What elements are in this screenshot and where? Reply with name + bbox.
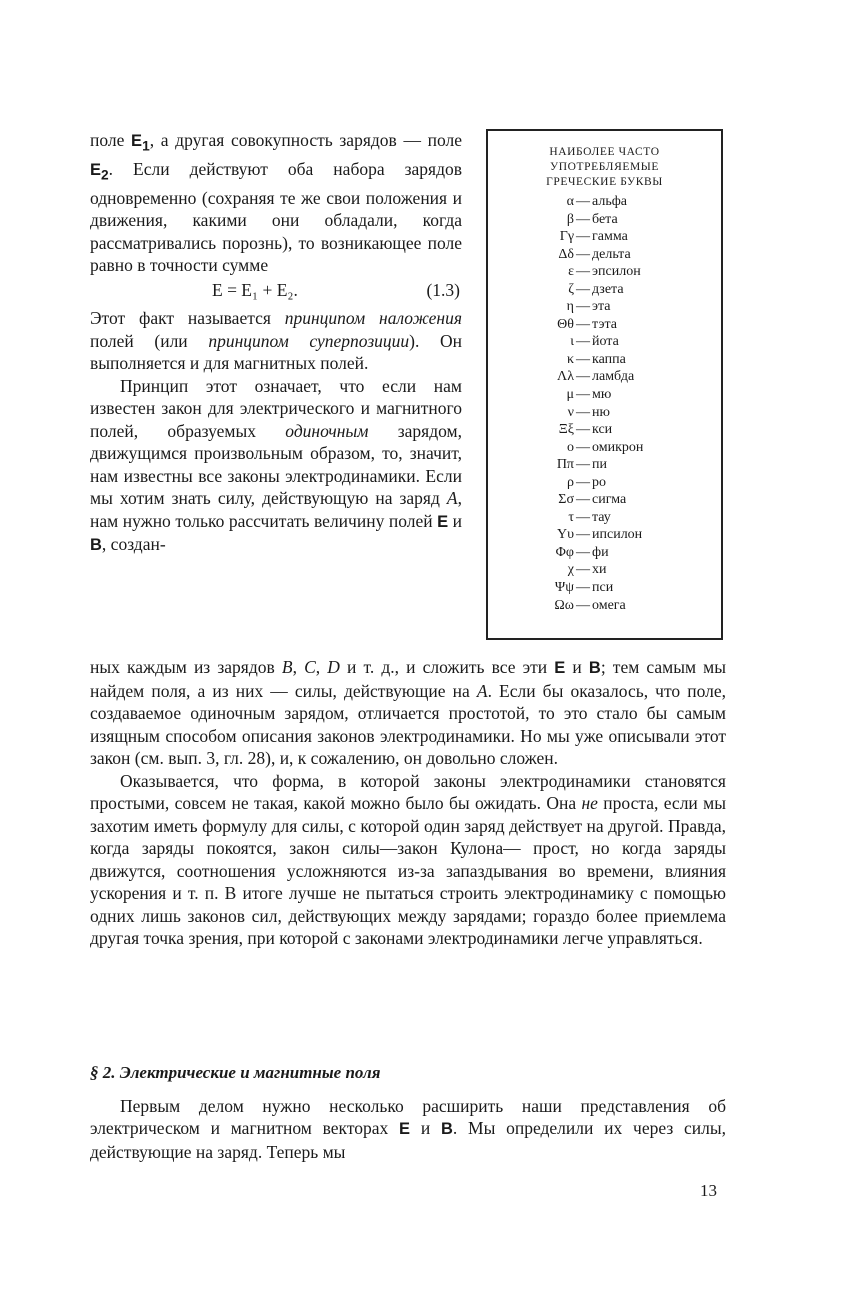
greek-letter-row: [488, 561, 721, 579]
greek-name: тэта: [592, 316, 617, 332]
greek-letter-row: [488, 316, 721, 334]
paragraph-sum-fields: [90, 656, 726, 770]
greek-symbol: Ξξ: [558, 422, 574, 438]
title-line: УПОТРЕБЛЯЕМЫЕ: [549, 161, 660, 173]
dash: —: [576, 492, 590, 508]
greek-symbol: α: [566, 194, 574, 209]
charge-symbol: D: [327, 657, 340, 677]
greek-name: пи: [592, 457, 607, 473]
greek-symbol: κ: [566, 351, 574, 367]
section-title: § 2. Электрические и магнитные поля: [90, 1063, 381, 1082]
greek-letter-row: [488, 368, 721, 386]
text-run: ; тем самым мы найдем поля, а из них — силы, действующие на: [90, 657, 727, 701]
dash: —: [576, 211, 590, 227]
paragraph-principle-name: [90, 307, 462, 375]
greek-letter-row: [488, 456, 721, 474]
text-run: Этот факт называется: [90, 308, 285, 329]
greek-letter-row: [488, 351, 721, 369]
greek-name: омега: [592, 597, 626, 613]
greek-letter-list: [488, 193, 721, 614]
greek-letter-row: [488, 509, 721, 527]
dash: —: [576, 439, 590, 455]
vector-E: E: [437, 512, 449, 531]
greek-letter-row: [488, 228, 721, 246]
greek-letter-row: [488, 281, 721, 299]
greek-symbol: ο: [567, 439, 574, 455]
text-run: ,: [315, 657, 328, 677]
greek-symbol: Δδ: [558, 246, 574, 262]
greek-name: дельта: [592, 246, 631, 262]
dash: —: [576, 281, 590, 297]
greek-name: дзета: [592, 281, 624, 297]
greek-name: йота: [592, 334, 619, 350]
paragraph-section-intro: [90, 1095, 726, 1164]
dash: —: [576, 597, 590, 613]
vector-E1: [131, 132, 150, 154]
greek-name: ламбда: [592, 369, 635, 385]
paragraph-form-of-laws: [90, 770, 726, 950]
greek-name: мю: [592, 387, 612, 403]
greek-symbol: τ: [568, 509, 574, 525]
greek-symbol: ρ: [567, 474, 574, 490]
greek-name: хи: [592, 562, 607, 578]
greek-letter-row: [488, 421, 721, 439]
dash: —: [576, 351, 590, 367]
text-run: ных каждым из зарядов: [90, 657, 282, 677]
dash: —: [576, 527, 590, 543]
subscript: 2: [101, 167, 109, 183]
charge-symbol: B: [281, 657, 293, 677]
dash: —: [576, 194, 590, 209]
text-run: и: [565, 657, 589, 677]
equation-1-3: [90, 279, 462, 302]
greek-symbol: μ: [566, 387, 574, 403]
vector-letter: E: [90, 160, 102, 179]
greek-symbol: β: [566, 211, 574, 227]
greek-symbol: Ψψ: [554, 580, 574, 596]
greek-letter-row: [488, 211, 721, 229]
text-run: зарядом, движущимся произвольным образом, то, значит, нам известны все законы электродинамики. Если мы хотим знать силу, действующую на заряд: [90, 420, 462, 509]
dash: —: [576, 404, 590, 420]
greek-symbol: Ωω: [554, 597, 574, 613]
greek-symbol: η: [566, 299, 574, 315]
greek-letter-row: [488, 491, 721, 509]
greek-name: каппа: [592, 351, 626, 367]
paragraph-single-charge: [90, 375, 462, 557]
text-run: проста, если мы захотим иметь формулу для силы, с которой один заряд действует на другой. Правда, когда заряды покоятся, закон силы—закон Кулона— прост, но когда заряды движутся, соотношения усложняются из-за запаздывания во времени, влияния ускорения и т. п. В итоге лучше не пытаться строить электродинамику с помощью одних лишь законов сил, действующих между зарядами; гораздо более приемлема другая точка зрения, при которой с законами электродинамики легче управляться.: [90, 793, 726, 948]
dash: —: [576, 334, 590, 350]
greek-symbol: ν: [567, 404, 574, 420]
greek-name: эпсилон: [592, 264, 641, 280]
text-run: полей (или: [90, 330, 209, 351]
greek-name: тау: [592, 509, 611, 525]
greek-symbol: Λλ: [557, 369, 574, 385]
greek-name: ипсилон: [592, 527, 643, 543]
text-run: ,: [292, 657, 305, 677]
page-number: 13: [700, 1181, 717, 1200]
greek-name: бета: [592, 211, 618, 227]
vector-E: E: [399, 1120, 411, 1138]
text-run: ). Он выполняется и для магнитных полей.: [90, 330, 462, 374]
dash: —: [576, 474, 590, 490]
vector-B: B: [440, 1120, 453, 1138]
left-text-column: [90, 129, 462, 557]
dash: —: [576, 457, 590, 473]
greek-letter-row: [488, 246, 721, 264]
greek-name: сигма: [592, 492, 627, 508]
subscript: 1: [142, 138, 150, 154]
emphasis-term: принципом наложения: [284, 308, 462, 329]
dash: —: [576, 229, 590, 245]
greek-letter-row: [488, 474, 721, 492]
dash: —: [576, 299, 590, 315]
greek-letter-row: [488, 333, 721, 351]
charge-symbol: C: [304, 657, 316, 677]
text-run: Первым делом нужно несколько расширить наши представления об электрическом и магнитном векторах: [90, 1095, 726, 1138]
dash: —: [576, 580, 590, 596]
title-line: НАИБОЛЕЕ ЧАСТО: [549, 146, 660, 158]
greek-letter-row: [488, 386, 721, 404]
greek-name: ню: [592, 404, 610, 420]
greek-name: эта: [592, 299, 611, 315]
emphasis-term: одиночным: [285, 420, 369, 441]
dash: —: [576, 316, 590, 332]
title-line: ГРЕЧЕСКИЕ БУКВЫ: [546, 176, 663, 188]
charge-symbol: А: [476, 680, 488, 701]
charge-symbol: А: [446, 488, 458, 509]
text-run: Принцип этот означает, что если нам известен закон для электрического и магнитного полей, образуемых: [90, 375, 462, 441]
greek-symbol: ε: [568, 264, 574, 280]
dash: —: [576, 544, 590, 560]
greek-letter-row: [488, 439, 721, 457]
greek-letters-box: [486, 129, 723, 640]
dash: —: [576, 246, 590, 262]
greek-letter-row: [488, 526, 721, 544]
greek-name: альфа: [592, 194, 627, 209]
greek-name: кси: [592, 422, 613, 438]
greek-name: пси: [592, 580, 614, 596]
greek-symbol: Γγ: [559, 229, 574, 245]
text-run: , а другая совокупность зарядов — поле: [149, 130, 462, 150]
greek-letter-row: [488, 298, 721, 316]
greek-name: ро: [592, 474, 606, 490]
text-run: поле: [90, 130, 132, 150]
section-2: [90, 1062, 726, 1163]
dash: —: [576, 387, 590, 403]
greek-symbol: χ: [567, 562, 574, 578]
text-run: Оказывается, что форма, в которой законы электродинамики становятся простыми, совсем не такая, какой можно было бы ожидать. Она: [90, 770, 726, 813]
greek-symbol: Υυ: [556, 527, 574, 543]
text-run: . Если бы оказалось, что поле, создаваемое одиночным зарядом, отличается простотой, то это стало бы самым изящным способом описания законов электродинамики. Но мы уже описывали этот закон (см. вып. 3, гл. 28), и, к сожалению, он довольно сложен.: [90, 680, 726, 768]
dash: —: [576, 422, 590, 438]
vector-B: B: [90, 536, 102, 555]
greek-symbol: Θθ: [557, 316, 574, 332]
emphasis-term: не: [581, 793, 598, 813]
vector-letter: E: [131, 132, 143, 150]
full-width-text: [90, 656, 726, 950]
greek-symbol: Φφ: [555, 544, 574, 560]
text-run: и т. д., и сложить все эти: [339, 657, 555, 677]
dash: —: [576, 369, 590, 385]
greek-letter-row: [488, 193, 721, 211]
greek-symbol: Ππ: [556, 457, 574, 473]
equation-formula: E = E₁ + E₂.: [212, 279, 298, 300]
dash: —: [576, 562, 590, 578]
greek-letter-row: [488, 597, 721, 615]
text-run: , нам нужно только рассчитать величину полей: [90, 488, 462, 531]
greek-letter-row: [488, 544, 721, 562]
greek-name: фи: [592, 544, 609, 560]
equation-number: (1.3): [426, 279, 460, 300]
text-run: . Мы определили их через силы, действующие на заряд. Теперь мы: [90, 1118, 726, 1162]
dash: —: [576, 509, 590, 525]
text-run: , создан-: [101, 534, 166, 555]
dash: —: [576, 264, 590, 280]
text-run: . Если действуют оба набора зарядов одновременно (сохраняя те же свои положения и движения, какими они обладали, когда рассматривались порознь), то возникающее поле равно в точности сумме: [90, 158, 462, 276]
greek-letter-row: [488, 579, 721, 597]
greek-name: омикрон: [592, 439, 644, 455]
greek-name: гамма: [592, 229, 628, 245]
text-run: и: [448, 510, 462, 531]
emphasis-term: принципом суперпозиции: [208, 330, 410, 351]
greek-symbol: ζ: [568, 281, 574, 297]
paragraph-superposition-intro: [90, 129, 462, 277]
vector-E: E: [554, 659, 566, 677]
greek-symbol: Σσ: [558, 492, 574, 508]
text-run: и: [410, 1118, 441, 1138]
greek-box-title: [488, 145, 721, 190]
greek-letter-row: [488, 263, 721, 281]
vector-E2: [90, 160, 109, 183]
greek-letter-row: [488, 404, 721, 422]
vector-B: B: [588, 659, 601, 677]
greek-symbol: ι: [570, 334, 574, 350]
